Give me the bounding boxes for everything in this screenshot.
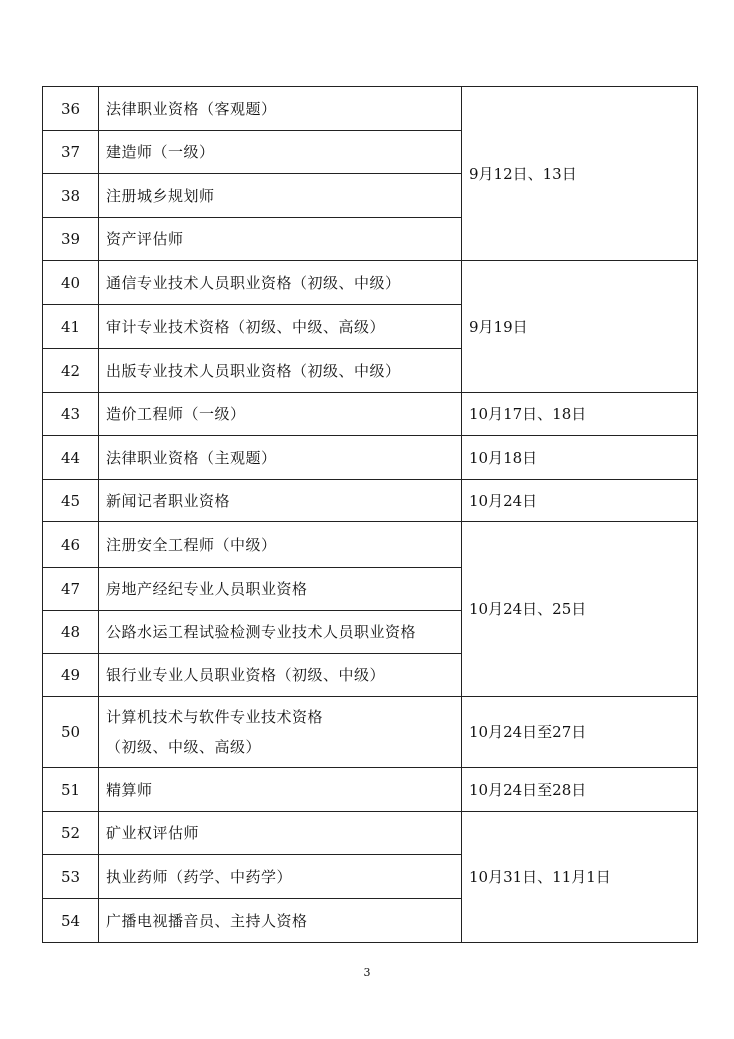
table-row xyxy=(43,87,698,131)
exam-name: 出版专业技术人员职业资格（初级、中级） xyxy=(99,349,462,393)
row-number: 40 xyxy=(43,261,99,305)
row-number: 47 xyxy=(43,568,99,611)
row-number: 43 xyxy=(43,393,99,436)
exam-name-line: 计算机技术与软件专业技术资格 xyxy=(106,708,324,726)
page-number: 3 xyxy=(363,966,371,979)
exam-name-line: （初级、中级、高级） xyxy=(106,738,262,756)
exam-date: 10月31日、11月1日 xyxy=(462,812,698,943)
table-row xyxy=(43,436,698,480)
row-number: 51 xyxy=(43,768,99,812)
exam-name: 法律职业资格（主观题） xyxy=(99,436,462,480)
table-row xyxy=(43,480,698,522)
table-row xyxy=(43,697,698,768)
row-number: 46 xyxy=(43,522,99,568)
table-row xyxy=(43,522,698,568)
exam-date: 10月24日至27日 xyxy=(462,697,698,768)
exam-name: 建造师（一级） xyxy=(99,131,462,174)
table-row xyxy=(43,393,698,436)
exam-name: 注册城乡规划师 xyxy=(99,174,462,218)
row-number: 38 xyxy=(43,174,99,218)
exam-name: 法律职业资格（客观题） xyxy=(99,87,462,131)
exam-date: 10月24日、25日 xyxy=(462,522,698,697)
row-number: 54 xyxy=(43,899,99,943)
exam-name: 银行业专业人员职业资格（初级、中级） xyxy=(99,654,462,697)
exam-date: 10月24日至28日 xyxy=(462,768,698,812)
exam-name xyxy=(99,697,462,768)
exam-name: 资产评估师 xyxy=(99,218,462,261)
exam-name: 矿业权评估师 xyxy=(99,812,462,855)
row-number: 52 xyxy=(43,812,99,855)
exam-name: 新闻记者职业资格 xyxy=(99,480,462,522)
row-number: 53 xyxy=(43,855,99,899)
exam-date: 10月18日 xyxy=(462,436,698,480)
exam-name: 执业药师（药学、中药学） xyxy=(99,855,462,899)
exam-schedule-table xyxy=(42,86,698,943)
table-row xyxy=(43,261,698,305)
exam-name: 精算师 xyxy=(99,768,462,812)
row-number: 42 xyxy=(43,349,99,393)
table-row xyxy=(43,768,698,812)
exam-date: 10月24日 xyxy=(462,480,698,522)
exam-date: 10月17日、18日 xyxy=(462,393,698,436)
row-number: 48 xyxy=(43,611,99,654)
exam-name: 造价工程师（一级） xyxy=(99,393,462,436)
row-number: 45 xyxy=(43,480,99,522)
row-number: 39 xyxy=(43,218,99,261)
exam-date: 9月19日 xyxy=(462,261,698,393)
exam-name: 公路水运工程试验检测专业技术人员职业资格 xyxy=(99,611,462,654)
exam-name: 注册安全工程师（中级） xyxy=(99,522,462,568)
exam-name: 通信专业技术人员职业资格（初级、中级） xyxy=(99,261,462,305)
row-number: 44 xyxy=(43,436,99,480)
table-row xyxy=(43,812,698,855)
row-number: 50 xyxy=(43,697,99,768)
exam-name: 审计专业技术资格（初级、中级、高级） xyxy=(99,305,462,349)
exam-date: 9月12日、13日 xyxy=(462,87,698,261)
row-number: 37 xyxy=(43,131,99,174)
row-number: 49 xyxy=(43,654,99,697)
row-number: 41 xyxy=(43,305,99,349)
exam-name: 广播电视播音员、主持人资格 xyxy=(99,899,462,943)
row-number: 36 xyxy=(43,87,99,131)
exam-name: 房地产经纪专业人员职业资格 xyxy=(99,568,462,611)
